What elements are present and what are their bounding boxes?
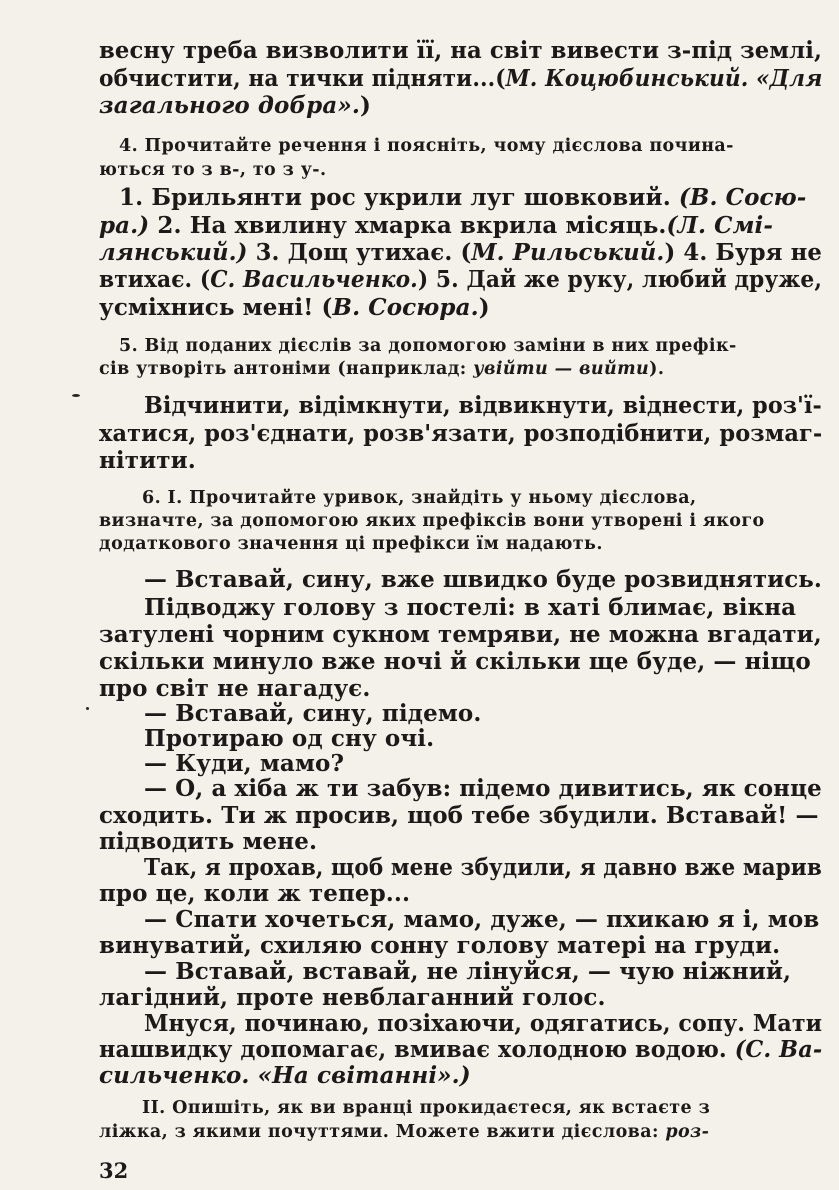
text-span: обчистити, на тички підняти...( <box>99 65 506 92</box>
passage-line <box>144 700 481 727</box>
text-span: підводить мене. <box>99 828 318 855</box>
citation: загального добра». <box>99 92 360 119</box>
text-span: сів утворіть антоніми (наприклад: <box>99 359 474 379</box>
passage-line <box>99 1062 471 1089</box>
text-span: — Вставай, вставай, не лінуйся, — чую ніжний, <box>144 958 792 985</box>
passage-line <box>99 984 606 1011</box>
citation: М. Коцюбинський. «Для <box>505 65 823 92</box>
text-span: — Спати хочеться, мамо, дуже, — пхикаю я і, мов <box>144 906 820 933</box>
text-span: про світ не нагадує. <box>99 675 371 702</box>
text-span: Підводжу голову з постелі: в хаті блимає, вікна <box>144 594 797 621</box>
passage-line <box>144 594 796 621</box>
exercise-6-instruction <box>99 534 603 554</box>
text-line <box>99 37 822 64</box>
text-span: Так, я прохав, щоб мене збудили, я давно вже марив <box>144 854 822 881</box>
passage-line <box>99 621 822 648</box>
text-span: скільки минуло вже ночі й скільки ще буде, — ніщо <box>99 648 811 675</box>
exercise-6-task-2 <box>142 1098 710 1118</box>
scan-speck <box>86 707 89 710</box>
citation: М. Рильський. <box>471 239 665 266</box>
text-span: 1. Брильянти рос укрили луг шовковий. <box>119 184 679 211</box>
text-span: 4. Прочитайте речення і поясніть, чому дієслова починa- <box>119 136 734 156</box>
text-line <box>144 392 822 419</box>
text-line <box>99 65 822 92</box>
text-span: — Вставай, сину, вже швидко буде розвиднятись. <box>144 566 822 593</box>
text-line <box>99 294 490 321</box>
passage-line <box>144 906 819 933</box>
text-span: втихає. ( <box>99 266 211 293</box>
text-span: — Куди, мамо? <box>144 750 345 777</box>
example: роз- <box>665 1122 710 1142</box>
text-span: ються то з в-, то з у-. <box>99 160 327 180</box>
text-span: затулені чорним сукном темряви, не можна вгадати, <box>99 621 822 648</box>
page-number: 32 <box>99 1158 129 1183</box>
text-span: весну треба визволити її, на світ вивести з-під землі, <box>99 37 823 64</box>
text-span: 6. І. Прочитайте уривок, знайдіть у ньому дієслова, <box>142 488 697 508</box>
passage-line <box>99 828 317 855</box>
passage-line <box>144 725 434 752</box>
text-span: — О, а хіба ж ти забув: підемо дивитись, як сонце <box>144 775 822 802</box>
citation: С. Васильченко. <box>210 266 418 293</box>
text-span: Мнуся, починаю, позіхаючи, одягатись, сопу. Мати <box>144 1010 823 1037</box>
text-line <box>99 92 371 119</box>
passage-line <box>144 566 822 593</box>
citation: В. Сосюра. <box>332 294 479 321</box>
text-span: лагідний, проте невблаганний голос. <box>99 984 606 1011</box>
text-line <box>99 420 822 447</box>
exercise-6-instruction <box>142 488 696 508</box>
text-line <box>119 184 806 211</box>
text-span: про це, коли ж тепер... <box>99 880 411 907</box>
text-span: 3. Дощ утихає. ( <box>247 239 472 266</box>
text-span: сходить. Ти ж просив, щоб тебе збудили. Вставай! — <box>99 802 819 829</box>
text-span: ). <box>649 359 665 379</box>
passage-line <box>99 932 780 959</box>
passage-line <box>99 675 371 702</box>
passage-line <box>99 648 811 675</box>
text-span: ) 5. Дай же руку, любий друже, <box>417 266 823 293</box>
passage-line <box>99 1036 822 1063</box>
exercise-6-instruction <box>99 511 765 531</box>
text-span: додаткового значення ці префікси їм надають. <box>99 534 603 554</box>
exercise-6-task-2 <box>99 1122 709 1142</box>
text-line <box>99 239 822 266</box>
passage-line <box>144 1010 822 1037</box>
exercise-4-instruction <box>119 136 734 156</box>
text-span: нашвидку допомагає, вмиває холодною водою. <box>99 1036 735 1063</box>
text-span: — Вставай, сину, підемо. <box>144 700 482 727</box>
text-span: Відчинити, відімкнути, відвикнути, віднести, роз'ї- <box>144 392 822 419</box>
scan-speck <box>72 394 80 397</box>
passage-line <box>99 880 410 907</box>
text-span: ) 4. Буря не <box>664 239 822 266</box>
text-span: II. Опишіть, як ви вранці прокидаєтеся, як встаєте з <box>142 1098 711 1118</box>
exercise-5-instruction <box>99 359 664 379</box>
text-line <box>99 447 196 474</box>
text-span: нітити. <box>99 447 196 474</box>
text-span: 2. На хвилину хмарка вкрила місяць. <box>149 212 667 239</box>
passage-line <box>144 958 791 985</box>
text-span: 5. Від поданих дієслів за допомогою заміни в них префік- <box>119 336 737 356</box>
text-span: ліжка, з якими почуттями. Можете вжити дієслова: <box>99 1122 666 1142</box>
citation: лянський.) <box>99 239 248 266</box>
citation: ра.) <box>99 212 150 239</box>
passage-line <box>144 750 344 777</box>
text-line <box>99 212 773 239</box>
passage-line <box>144 854 822 881</box>
citation: (Л. Смі- <box>666 212 774 239</box>
exercise-5-instruction <box>119 336 737 356</box>
example: увійти — вийти <box>473 359 650 379</box>
citation: сильченко. «На світанні».) <box>99 1062 471 1089</box>
text-line <box>99 266 822 293</box>
text-span: ) <box>478 294 490 321</box>
passage-line <box>144 775 822 802</box>
citation: (С. Ва- <box>734 1036 823 1063</box>
exercise-4-instruction <box>99 160 326 180</box>
text-span: хатися, роз'єднати, розв'язати, розподібнити, розмаг- <box>99 420 823 447</box>
text-span: Протираю од сну очі. <box>144 725 435 752</box>
text-span: ) <box>359 92 371 119</box>
citation: (В. Сосю- <box>678 184 807 211</box>
text-span: усміхнись мені! ( <box>99 294 333 321</box>
passage-line <box>99 802 819 829</box>
text-span: визначте, за допомогою яких префіксів вони утворені і якого <box>99 511 765 531</box>
text-span: винуватий, схиляю сонну голову матері на груди. <box>99 932 781 959</box>
